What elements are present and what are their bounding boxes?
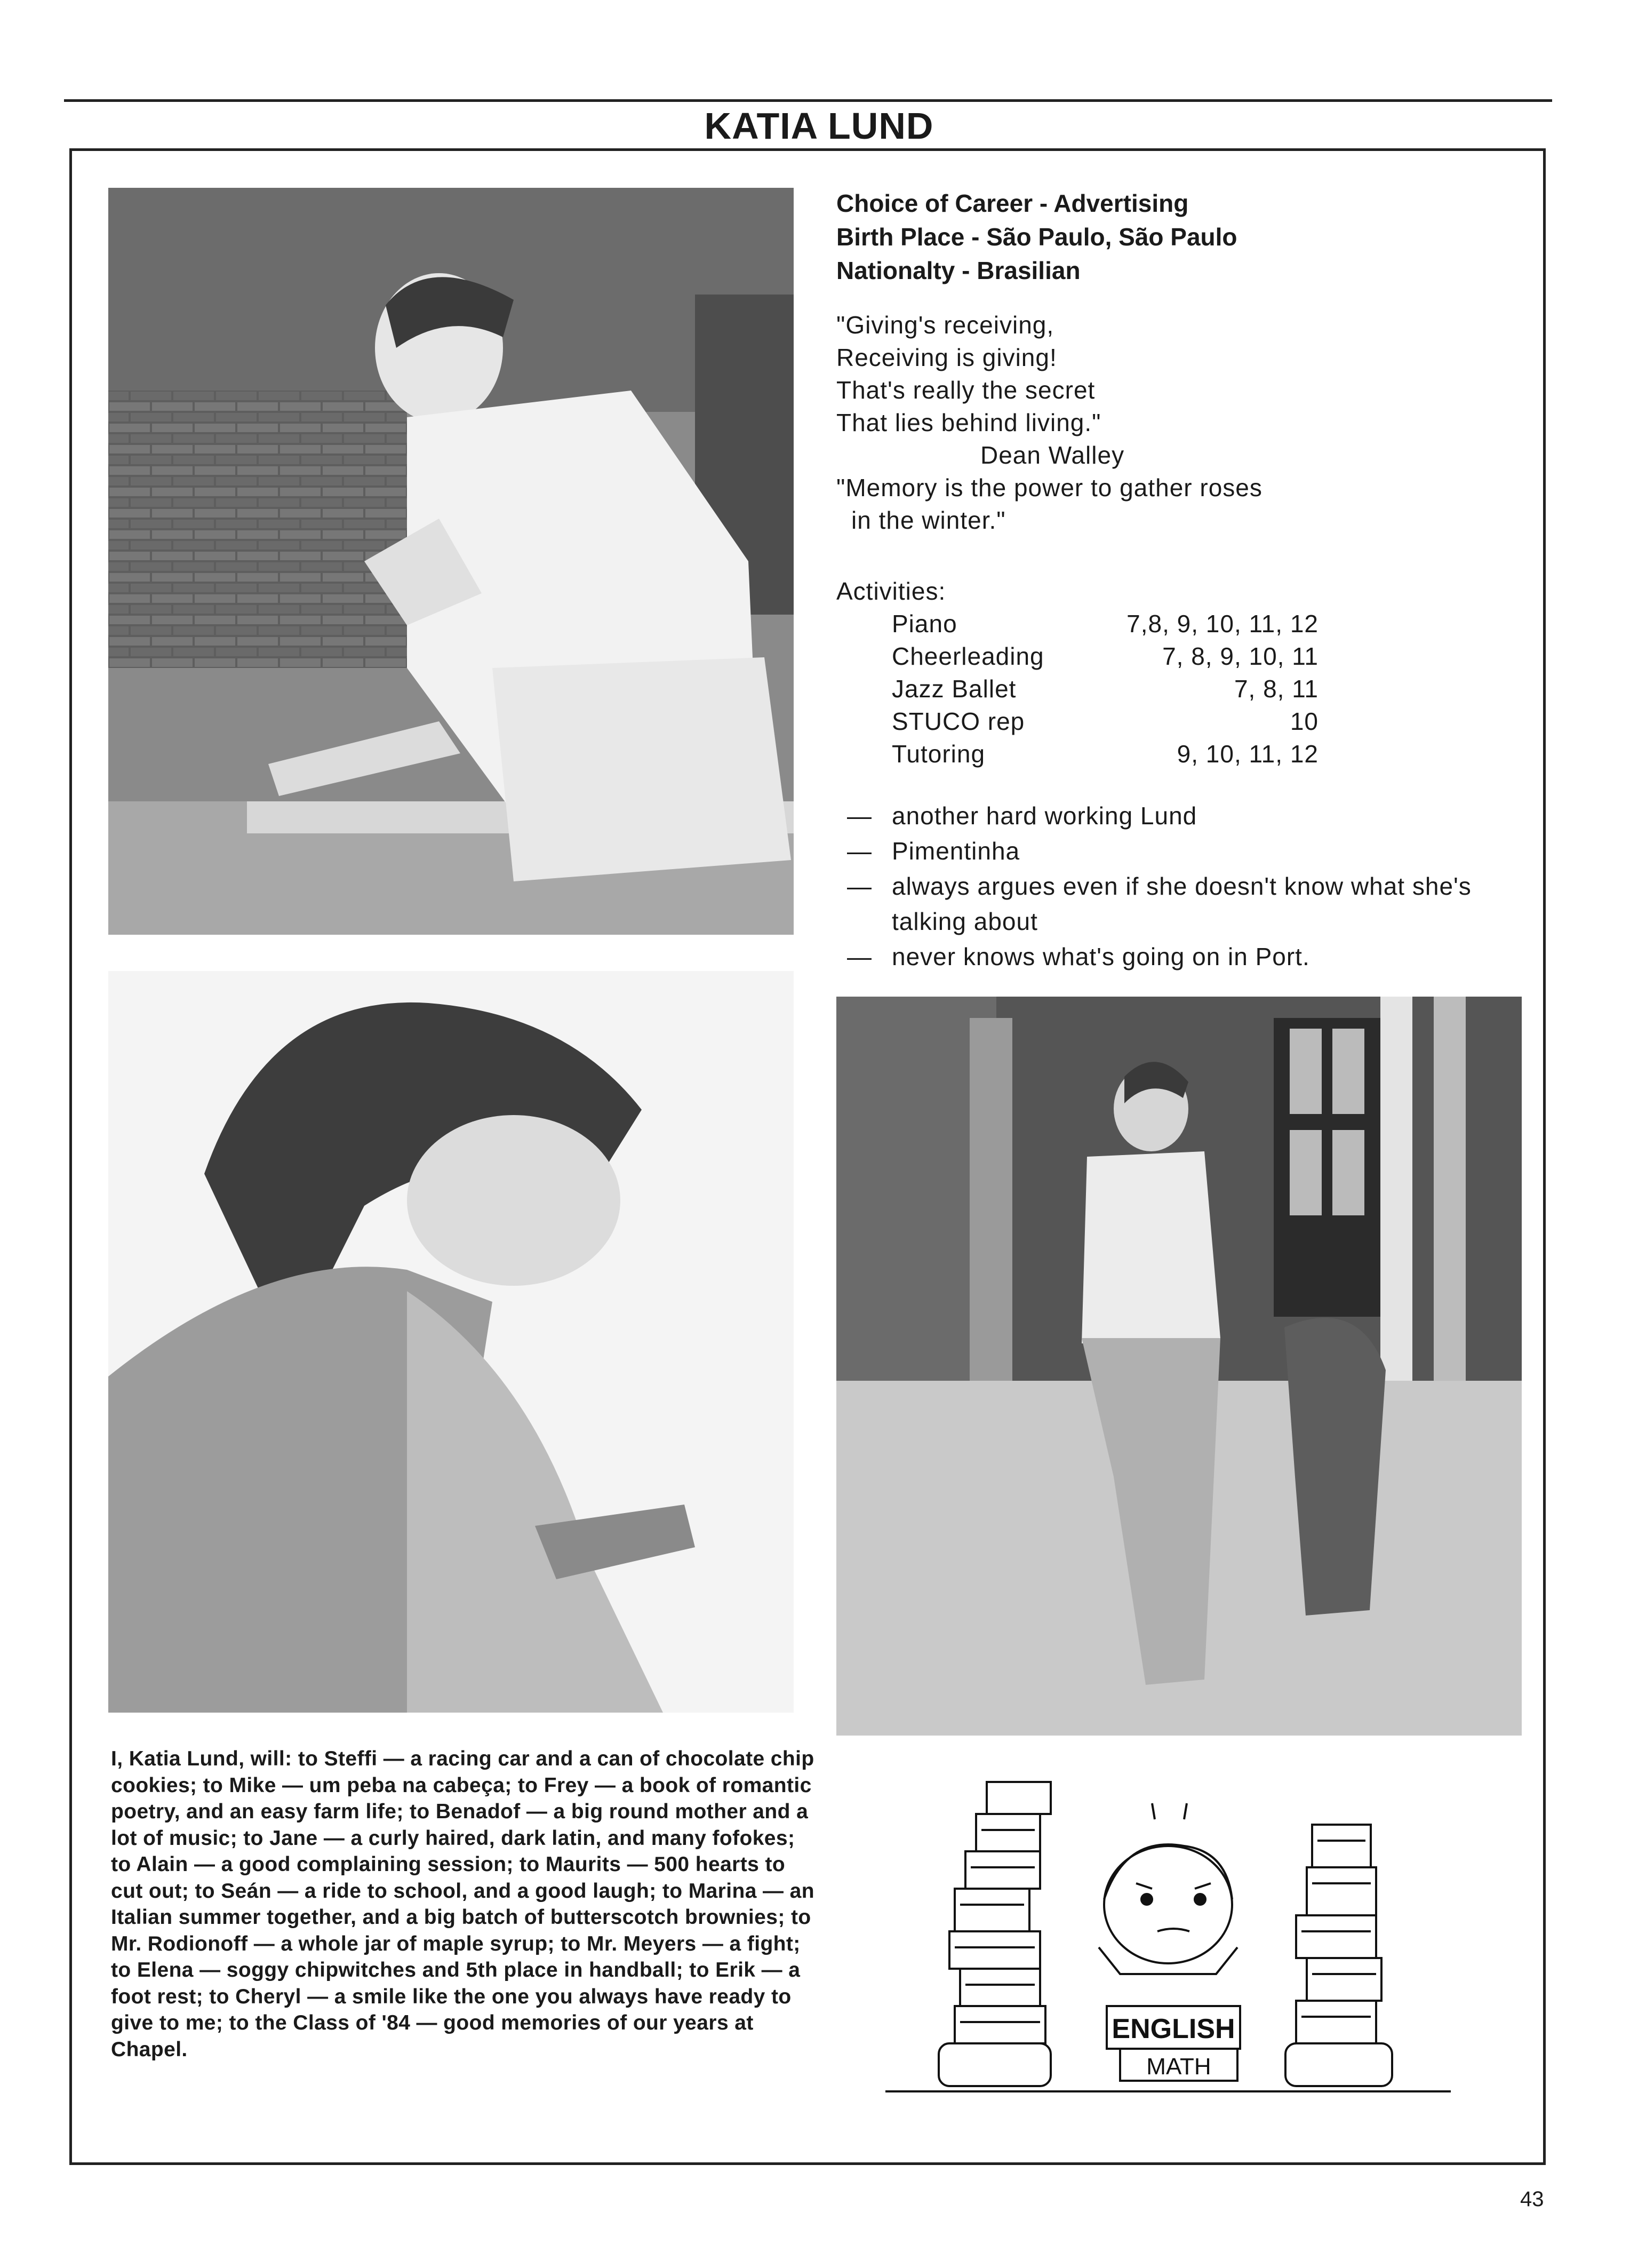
quote-block bbox=[836, 309, 1503, 537]
note-text: Pimentinha bbox=[892, 837, 1020, 865]
facts-block bbox=[836, 187, 1503, 288]
math-book-label: MATH bbox=[1146, 2054, 1211, 2080]
info-column bbox=[836, 187, 1503, 974]
activity-row bbox=[892, 738, 1319, 770]
list-item bbox=[836, 798, 1503, 833]
photo-standing bbox=[836, 997, 1522, 1736]
last-will-text: I, Katia Lund, will: to Steffi — a racing car and a can of chocolate chip cookies; to Mike — um peba na cabeça; to Frey — a book of romantic poetry, and an easy farm life; to Benadof — a big round mother and a lot of music; to Jane — a curly haired, dark latin, and many fofokes; to Alain — a good complaining session; to Maurits — 500 hearts to cut out; to Seán — a ride to school, and a good laugh; to Marina — an Italian summer together, and a big batch of butterscotch brownies; to Mr. Rodionoff — a whole jar of maple syrup; to Mr. Meyers — a fight; to Elena — soggy chipwitches and 5th place in handball; to Erik — a foot rest; to Cheryl — a smile like the one you always have ready to give to me; to the Class of '84 — good memories of our years at Chapel. bbox=[111, 1747, 814, 2061]
photo-sitting bbox=[108, 188, 794, 935]
activity-name: Tutoring bbox=[892, 740, 986, 768]
activity-name: Jazz Ballet bbox=[892, 675, 1017, 703]
page-title: KATIA LUND bbox=[704, 105, 934, 147]
activity-name: Cheerleading bbox=[892, 642, 1044, 670]
birthplace-line: Birth Place - São Paulo, São Paulo bbox=[836, 223, 1237, 251]
girl-face-icon bbox=[1099, 1803, 1237, 1974]
activity-name: STUCO rep bbox=[892, 707, 1025, 735]
list-item bbox=[836, 939, 1503, 974]
activity-years: 7,8, 9, 10, 11, 12 bbox=[1126, 610, 1319, 638]
activities-heading: Activities: bbox=[836, 577, 946, 605]
activity-row bbox=[892, 640, 1319, 673]
quote-line: Receiving is giving! bbox=[836, 344, 1057, 371]
photo-working bbox=[108, 971, 794, 1713]
quote-line: "Memory is the power to gather roses bbox=[836, 474, 1263, 502]
nationality-line: Nationalty - Brasilian bbox=[836, 257, 1081, 284]
career-line: Choice of Career - Advertising bbox=[836, 189, 1189, 217]
list-item bbox=[836, 869, 1503, 939]
activity-years: 7, 8, 11 bbox=[1234, 675, 1319, 703]
note-text: never knows what's going on in Port. bbox=[892, 943, 1310, 970]
activity-name: Piano bbox=[892, 610, 957, 638]
note-text: always argues even if she doesn't know what she's talking about bbox=[892, 872, 1472, 935]
dash: — bbox=[847, 943, 872, 970]
dash: — bbox=[847, 872, 872, 900]
quote-line: That lies behind living." bbox=[836, 409, 1101, 436]
activity-row bbox=[892, 705, 1319, 738]
activities-table bbox=[892, 608, 1319, 770]
notes-list bbox=[836, 798, 1503, 974]
quote-line: "Giving's receiving, bbox=[836, 311, 1054, 339]
top-rule bbox=[64, 99, 1552, 102]
english-book-label: ENGLISH bbox=[1112, 2014, 1235, 2044]
list-item bbox=[836, 833, 1503, 869]
cartoon-illustration bbox=[885, 1771, 1451, 2113]
quote-line: That's really the secret bbox=[836, 376, 1096, 404]
quote-author: Dean Walley bbox=[980, 441, 1125, 469]
dash: — bbox=[847, 837, 872, 865]
activity-years: 10 bbox=[1290, 707, 1319, 735]
quote-line: in the winter." bbox=[851, 506, 1006, 534]
activity-years: 9, 10, 11, 12 bbox=[1177, 740, 1319, 768]
activity-row bbox=[892, 673, 1319, 705]
book-stack-left-icon bbox=[939, 1782, 1051, 2086]
activity-row bbox=[892, 608, 1319, 640]
book-stack-right-icon bbox=[1285, 1825, 1392, 2086]
note-text: another hard working Lund bbox=[892, 802, 1197, 830]
page-number: 43 bbox=[1520, 2187, 1544, 2211]
activity-years: 7, 8, 9, 10, 11 bbox=[1162, 642, 1319, 670]
dash: — bbox=[847, 802, 872, 830]
